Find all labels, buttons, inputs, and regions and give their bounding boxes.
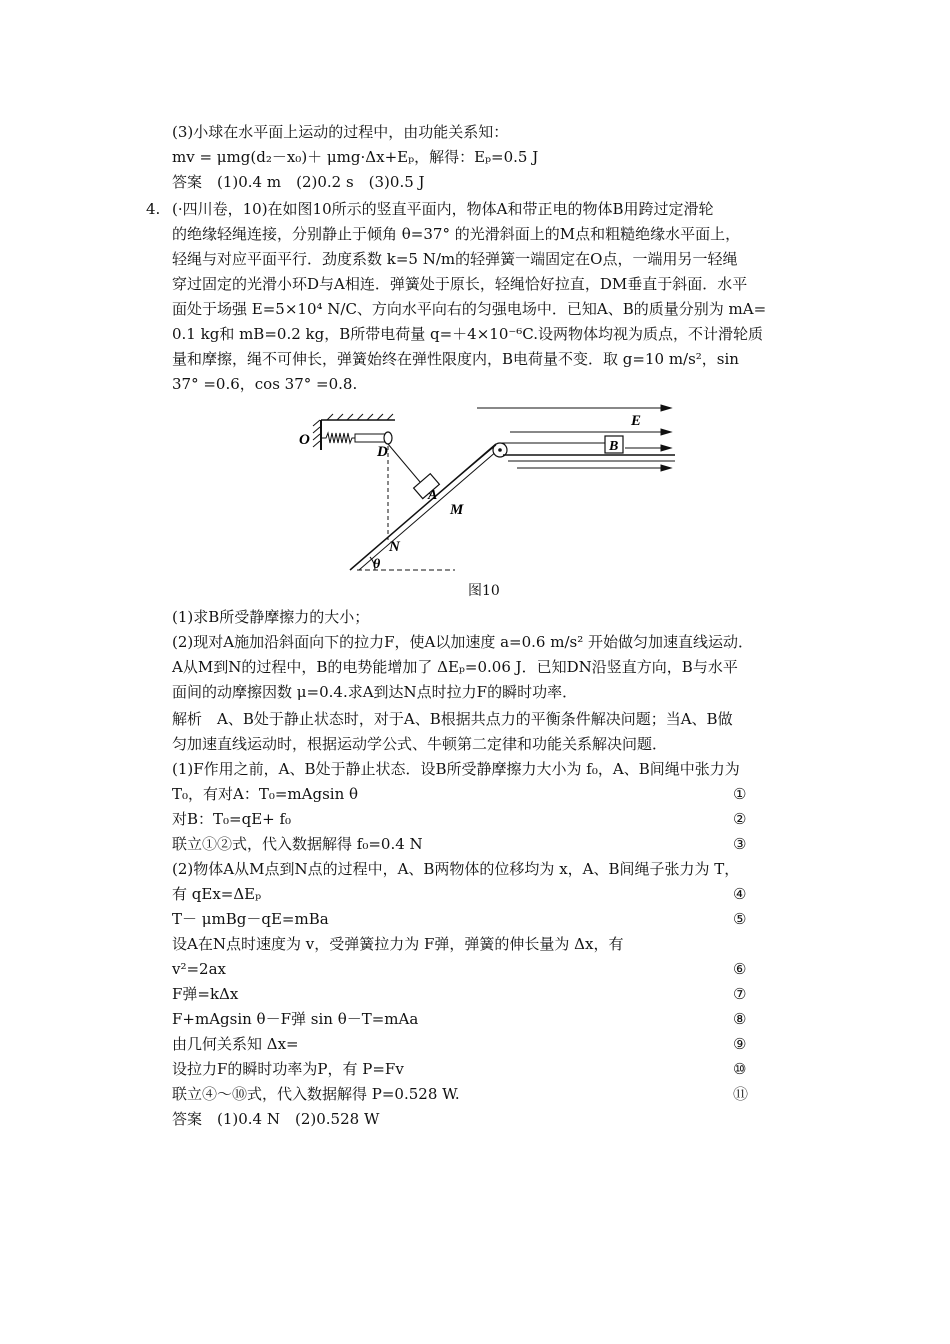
- problem-line: 穿过固定的光滑小环D与A相连．弹簧处于原长，轻绳恰好拉直，DM垂直于斜面．水平: [172, 275, 748, 293]
- question-line: (1)求B所受静摩擦力的大小；: [172, 608, 370, 626]
- step-text: 联立④～⑩式，代入数据解得 P=0.528 W.: [172, 1085, 460, 1103]
- label-m: M: [450, 502, 464, 518]
- step-text: 设A在N点时速度为 v，受弹簧拉力为 F弹，弹簧的伸长量为 Δx，有: [172, 935, 624, 953]
- step-text: F+mAgsin θ－F弹 sin θ－T=mAa: [172, 1010, 419, 1028]
- step-text: 有 qEx=ΔEₚ: [172, 885, 262, 903]
- label-b: B: [609, 439, 619, 454]
- equation-marker: ⑨: [733, 1035, 747, 1053]
- label-o: O: [299, 432, 310, 448]
- label-theta: θ: [373, 557, 381, 572]
- equation-marker: ③: [733, 835, 747, 853]
- prev-part3-intro: (3)小球在水平面上运动的过程中，由功能关系知：: [172, 123, 509, 141]
- step-text: 由几何关系知 Δx=: [172, 1035, 299, 1053]
- step-text: T₀，有对A：T₀=mAgsin θ: [172, 785, 359, 803]
- step-text: F弹=kΔx: [172, 985, 239, 1003]
- question-line: (2)现对A施加沿斜面向下的拉力F，使A以加速度 a=0.6 m/s² 开始做匀加速直线运动．: [172, 633, 753, 651]
- label-e: E: [631, 413, 642, 429]
- label-d: D: [377, 444, 388, 460]
- problem-line: 0.1 kg和 mB=0.2 kg，B所带电荷量 q=＋4×10⁻⁶C.设两物体均视为质点，不计滑轮质: [172, 325, 764, 343]
- spring-icon: [322, 433, 355, 443]
- figure-caption: 图10: [468, 583, 500, 599]
- problem-line: 37° =0.6，cos 37° =0.8.: [172, 375, 358, 393]
- equation-marker: ⑥: [733, 960, 747, 978]
- problem-line: (·四川卷，10)在如图10所示的竖直平面内，物体A和带正电的物体B用跨过定滑轮: [172, 200, 714, 218]
- problem-number: 4.: [146, 200, 161, 218]
- analysis-line: (1)F作用之前，A、B处于静止状态．设B所受静摩擦力大小为 f₀，A、B间绳中张力为: [172, 760, 740, 778]
- step-text: (2)物体A从M点到N点的过程中，A、B两物体的位移均为 x，A、B间绳子张力为 T，: [172, 860, 740, 878]
- problem-line: 轻绳与对应平面平行．劲度系数 k=5 N/m的轻弹簧一端固定在O点，一端用另一轻绳: [172, 250, 738, 268]
- step-text: T－ μmBg－qE=mBa: [172, 910, 329, 928]
- step-text: 对B：T₀=qE+ f₀: [172, 810, 292, 828]
- question-line: 面间的动摩擦因数 μ=0.4.求A到达N点时拉力F的瞬时功率．: [172, 683, 578, 701]
- equation-marker: ⑦: [733, 985, 747, 1003]
- prev-part3-equation: mv = μmg(d₂－x₀)＋ μmg·Δx+Eₚ，解得：Eₚ=0.5 J: [172, 148, 539, 166]
- question-line: A从M到N的过程中，B的电势能增加了 ΔEₚ=0.06 J．已知DN沿竖直方向，B与水平: [172, 658, 738, 676]
- equation-marker: ②: [733, 810, 747, 828]
- ring-d-icon: [384, 432, 392, 444]
- problem-line: 量和摩擦，绳不可伸长，弹簧始终在弹性限度内，B电荷量不变．取 g=10 m/s²，sin: [172, 350, 739, 368]
- analysis-line: 匀加速直线运动时，根据运动学公式、牛顿第二定律和功能关系解决问题．: [172, 735, 668, 753]
- equation-marker: ⑩: [733, 1060, 747, 1078]
- step-text: v²=2ax: [172, 960, 227, 978]
- equation-marker: ④: [733, 885, 747, 903]
- step-text: 联立①②式，代入数据解得 f₀=0.4 N: [172, 835, 423, 853]
- analysis-line: 解析 A、B处于静止状态时，对于A、B根据共点力的平衡条件解决问题；当A、B做: [172, 710, 733, 728]
- equation-marker: ⑧: [733, 1010, 747, 1028]
- prev-answer: 答案 (1)0.4 m (2)0.2 s (3)0.5 J: [172, 173, 425, 191]
- label-a: A: [428, 488, 438, 503]
- label-n: N: [389, 539, 400, 555]
- step-text: 设拉力F的瞬时功率为P，有 P=Fv: [172, 1060, 404, 1078]
- final-answer: 答案 (1)0.4 N (2)0.528 W: [172, 1110, 380, 1128]
- problem-line: 的绝缘轻绳连接，分别静止于倾角 θ=37° 的光滑斜面上的M点和粗糙绝缘水平面上，: [172, 225, 741, 243]
- problem-line: 面处于场强 E=5×10⁴ N/C、方向水平向右的匀强电场中．已知A、B的质量分别为 mA=: [172, 300, 767, 318]
- equation-marker: ⑤: [733, 910, 747, 928]
- equation-marker: ①: [733, 785, 747, 803]
- physics-figure: [295, 400, 685, 578]
- equation-marker: ⑪: [733, 1085, 749, 1103]
